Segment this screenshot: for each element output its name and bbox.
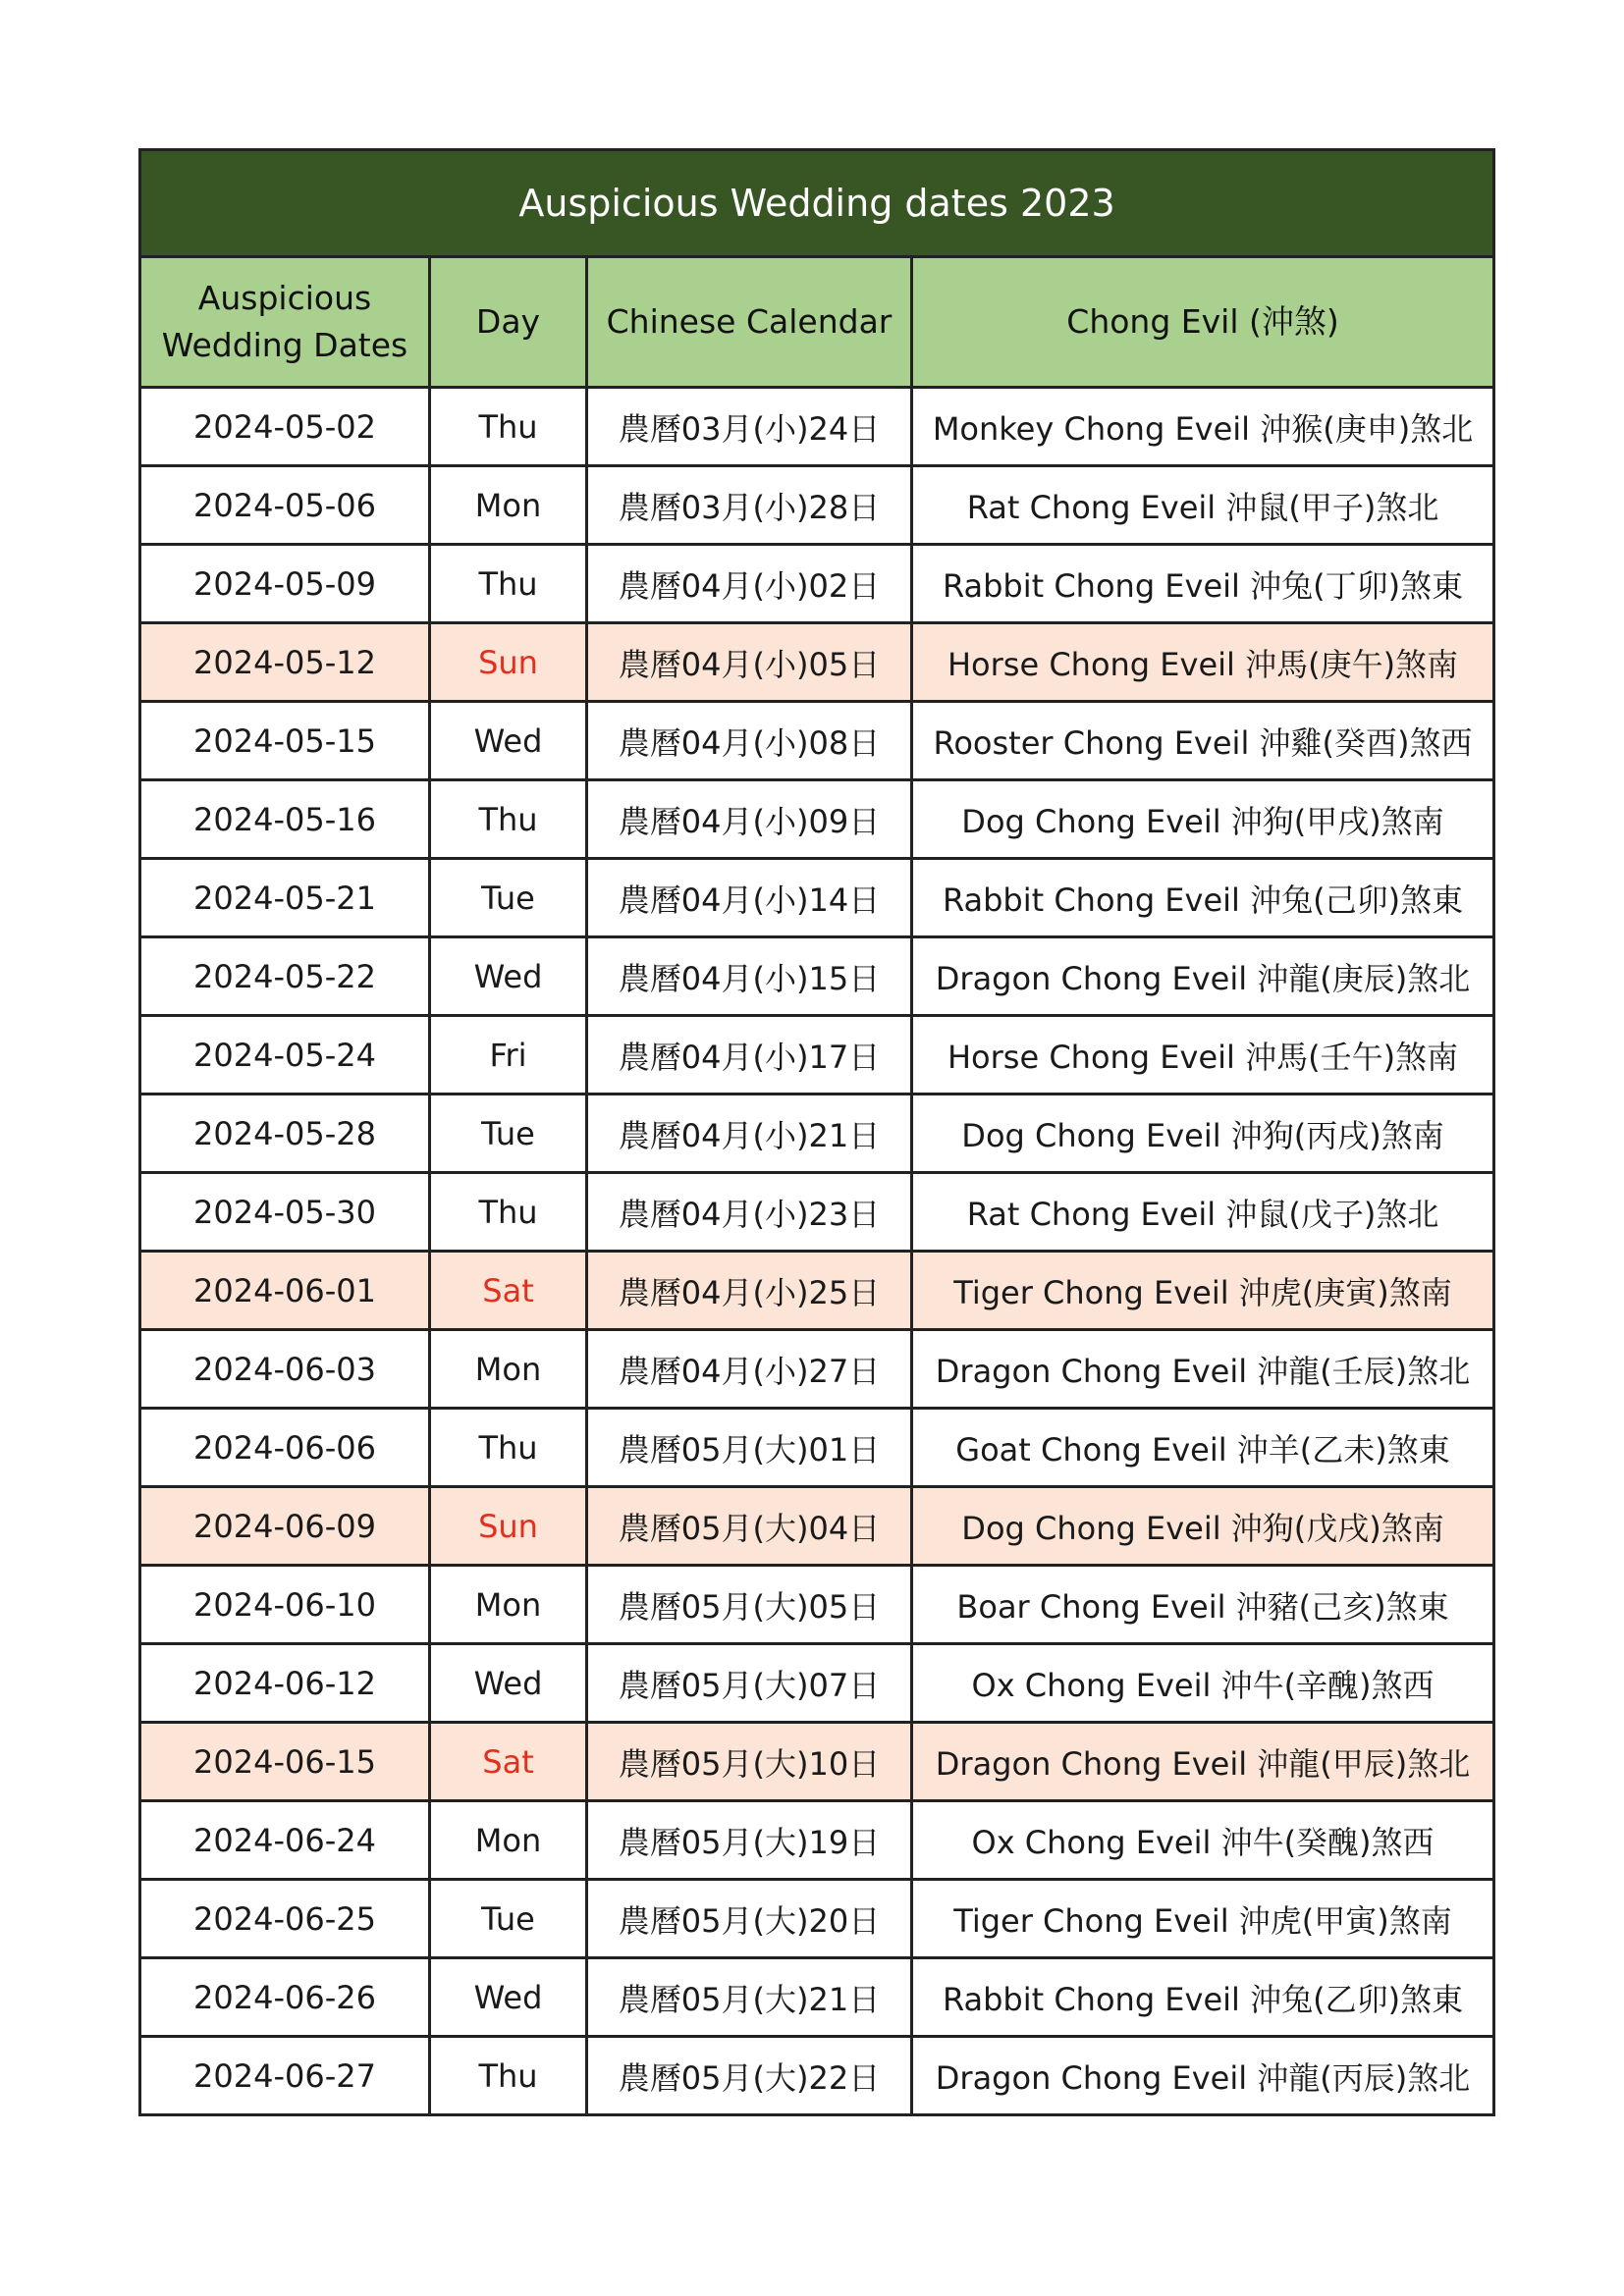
date-cell: 2024-06-25 [140, 1880, 430, 1958]
date-cell: 2024-05-09 [140, 545, 430, 623]
day-cell: Mon [430, 1801, 587, 1880]
date-cell: 2024-05-15 [140, 702, 430, 780]
chong-cell: Dog Chong Eveil 沖狗(丙戌)煞南 [912, 1095, 1494, 1173]
chong-cell: Rabbit Chong Eveil 沖兔(乙卯)煞東 [912, 1958, 1494, 2037]
day-cell: Wed [430, 1644, 587, 1723]
chong-cell: Rooster Chong Eveil 沖雞(癸酉)煞西 [912, 702, 1494, 780]
calendar-cell: 農曆05月(大)01日 [587, 1409, 912, 1487]
table-row [140, 1487, 1494, 1566]
day-cell: Sat [430, 1252, 587, 1330]
date-cell: 2024-06-10 [140, 1566, 430, 1644]
calendar-cell: 農曆04月(小)08日 [587, 702, 912, 780]
day-cell: Sun [430, 1487, 587, 1566]
table-row [140, 1723, 1494, 1801]
table-row [140, 1958, 1494, 2037]
table-row [140, 623, 1494, 702]
date-cell: 2024-06-01 [140, 1252, 430, 1330]
wedding-dates-table [138, 148, 1495, 2116]
chong-cell: Ox Chong Eveil 沖牛(辛醜)煞西 [912, 1644, 1494, 1723]
calendar-cell: 農曆05月(大)20日 [587, 1880, 912, 1958]
date-cell: 2024-05-12 [140, 623, 430, 702]
chong-cell: Dragon Chong Eveil 沖龍(庚辰)煞北 [912, 937, 1494, 1016]
calendar-cell: 農曆03月(小)28日 [587, 466, 912, 545]
day-cell: Wed [430, 702, 587, 780]
chong-cell: Horse Chong Eveil 沖馬(壬午)煞南 [912, 1016, 1494, 1095]
chong-cell: Tiger Chong Eveil 沖虎(甲寅)煞南 [912, 1880, 1494, 1958]
day-cell: Thu [430, 2037, 587, 2115]
calendar-cell: 農曆05月(大)07日 [587, 1644, 912, 1723]
calendar-cell: 農曆04月(小)23日 [587, 1173, 912, 1252]
day-cell: Tue [430, 1880, 587, 1958]
date-cell: 2024-06-03 [140, 1330, 430, 1409]
calendar-cell: 農曆04月(小)14日 [587, 859, 912, 937]
calendar-cell: 農曆05月(大)04日 [587, 1487, 912, 1566]
calendar-cell: 農曆05月(大)05日 [587, 1566, 912, 1644]
table-row [140, 1644, 1494, 1723]
table-row [140, 1566, 1494, 1644]
table-row [140, 780, 1494, 859]
table-row [140, 1173, 1494, 1252]
day-cell: Thu [430, 388, 587, 466]
date-cell: 2024-05-30 [140, 1173, 430, 1252]
table-row [140, 2037, 1494, 2115]
table-row [140, 1880, 1494, 1958]
day-cell: Wed [430, 1958, 587, 2037]
date-cell: 2024-06-26 [140, 1958, 430, 2037]
table-row [140, 859, 1494, 937]
table-row [140, 1252, 1494, 1330]
calendar-cell: 農曆04月(小)17日 [587, 1016, 912, 1095]
chong-cell: Dragon Chong Eveil 沖龍(丙辰)煞北 [912, 2037, 1494, 2115]
chong-cell: Goat Chong Eveil 沖羊(乙未)煞東 [912, 1409, 1494, 1487]
header-row [140, 257, 1494, 388]
header-dates [140, 257, 430, 388]
chong-cell: Boar Chong Eveil 沖豬(己亥)煞東 [912, 1566, 1494, 1644]
date-cell: 2024-05-21 [140, 859, 430, 937]
calendar-cell: 農曆04月(小)27日 [587, 1330, 912, 1409]
date-cell: 2024-06-27 [140, 2037, 430, 2115]
table-row [140, 1330, 1494, 1409]
day-cell: Sun [430, 623, 587, 702]
calendar-cell: 農曆03月(小)24日 [587, 388, 912, 466]
day-cell: Thu [430, 1173, 587, 1252]
date-cell: 2024-05-02 [140, 388, 430, 466]
day-cell: Mon [430, 466, 587, 545]
table-row [140, 937, 1494, 1016]
date-cell: 2024-05-24 [140, 1016, 430, 1095]
table-row [140, 1801, 1494, 1880]
header-dates-line1: Auspicious [197, 279, 372, 317]
table-row [140, 702, 1494, 780]
header-dates-line2: Wedding Dates [161, 326, 408, 364]
date-cell: 2024-06-09 [140, 1487, 430, 1566]
chong-cell: Rabbit Chong Eveil 沖兔(丁卯)煞東 [912, 545, 1494, 623]
header-chong: Chong Evil (沖煞) [912, 257, 1494, 388]
chong-cell: Rat Chong Eveil 沖鼠(甲子)煞北 [912, 466, 1494, 545]
chong-cell: Horse Chong Eveil 沖馬(庚午)煞南 [912, 623, 1494, 702]
day-cell: Mon [430, 1330, 587, 1409]
wedding-dates-sheet [138, 148, 1492, 2116]
date-cell: 2024-06-06 [140, 1409, 430, 1487]
day-cell: Tue [430, 1095, 587, 1173]
table-row [140, 388, 1494, 466]
calendar-cell: 農曆05月(大)21日 [587, 1958, 912, 2037]
date-cell: 2024-06-24 [140, 1801, 430, 1880]
chong-cell: Rat Chong Eveil 沖鼠(戊子)煞北 [912, 1173, 1494, 1252]
chong-cell: Dragon Chong Eveil 沖龍(壬辰)煞北 [912, 1330, 1494, 1409]
table-row [140, 1409, 1494, 1487]
chong-cell: Dog Chong Eveil 沖狗(戊戌)煞南 [912, 1487, 1494, 1566]
day-cell: Mon [430, 1566, 587, 1644]
date-cell: 2024-05-28 [140, 1095, 430, 1173]
chong-cell: Tiger Chong Eveil 沖虎(庚寅)煞南 [912, 1252, 1494, 1330]
day-cell: Thu [430, 545, 587, 623]
table-row [140, 1016, 1494, 1095]
header-day: Day [430, 257, 587, 388]
date-cell: 2024-05-06 [140, 466, 430, 545]
calendar-cell: 農曆05月(大)19日 [587, 1801, 912, 1880]
calendar-cell: 農曆05月(大)10日 [587, 1723, 912, 1801]
table-title: Auspicious Wedding dates 2023 [140, 150, 1494, 257]
chong-cell: Dragon Chong Eveil 沖龍(甲辰)煞北 [912, 1723, 1494, 1801]
calendar-cell: 農曆04月(小)09日 [587, 780, 912, 859]
chong-cell: Dog Chong Eveil 沖狗(甲戌)煞南 [912, 780, 1494, 859]
date-cell: 2024-06-12 [140, 1644, 430, 1723]
calendar-cell: 農曆04月(小)25日 [587, 1252, 912, 1330]
calendar-cell: 農曆04月(小)21日 [587, 1095, 912, 1173]
title-row [140, 150, 1494, 257]
day-cell: Wed [430, 937, 587, 1016]
day-cell: Thu [430, 1409, 587, 1487]
chong-cell: Rabbit Chong Eveil 沖兔(己卯)煞東 [912, 859, 1494, 937]
day-cell: Thu [430, 780, 587, 859]
day-cell: Tue [430, 859, 587, 937]
table-row [140, 545, 1494, 623]
day-cell: Sat [430, 1723, 587, 1801]
header-calendar: Chinese Calendar [587, 257, 912, 388]
table-row [140, 466, 1494, 545]
calendar-cell: 農曆04月(小)02日 [587, 545, 912, 623]
day-cell: Fri [430, 1016, 587, 1095]
date-cell: 2024-05-22 [140, 937, 430, 1016]
calendar-cell: 農曆05月(大)22日 [587, 2037, 912, 2115]
chong-cell: Monkey Chong Eveil 沖猴(庚申)煞北 [912, 388, 1494, 466]
table-row [140, 1095, 1494, 1173]
date-cell: 2024-05-16 [140, 780, 430, 859]
date-cell: 2024-06-15 [140, 1723, 430, 1801]
chong-cell: Ox Chong Eveil 沖牛(癸醜)煞西 [912, 1801, 1494, 1880]
calendar-cell: 農曆04月(小)15日 [587, 937, 912, 1016]
calendar-cell: 農曆04月(小)05日 [587, 623, 912, 702]
table-body [140, 388, 1494, 2115]
